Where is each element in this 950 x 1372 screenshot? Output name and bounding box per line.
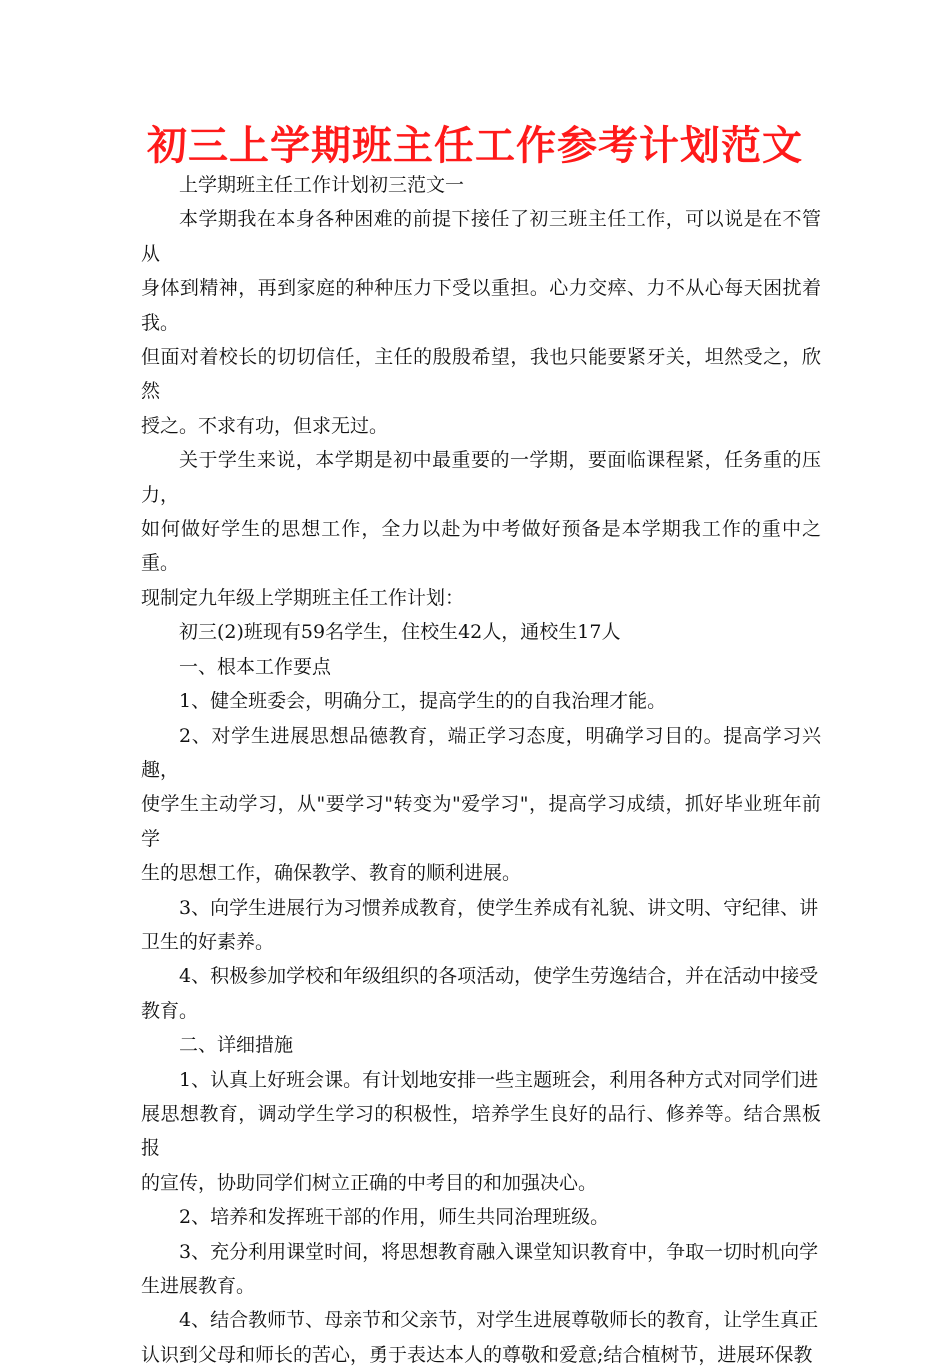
paragraph: 本学期我在本身各种困难的前提下接任了初三班主任工作，可以说是在不管从 身体到精神，再到家庭的种种压力下受以重担。心力交瘁、力不从心每天困扰着我。 但面对着校长的切切信任，主任的殷殷希望，我也只能要紧牙关，坦然受之，欣然 授之。不求有功，但求无过。 bbox=[141, 208, 821, 437]
paragraph: 3、向学生进展行为习惯养成教育，使学生养成有礼貌、讲文明、守纪律、讲 卫生的好素养。 bbox=[141, 896, 819, 953]
paragraph: 4、积极参加学校和年级组织的各项活动，使学生劳逸结合，并在活动中接受 教育。 bbox=[141, 965, 819, 1022]
document-title: 初三上学期班主任工作参考计划范文 bbox=[147, 122, 803, 169]
paragraph: 关于学生来说，本学期是初中最重要的一学期，要面临课程紧，任务重的压力， 如何做好学生的思想工作，全力以赴为中考做好预备是本学期我工作的重中之重。 现制定九年级上学期班主任工作计划： bbox=[141, 449, 821, 609]
section-heading: 二、详细措施 bbox=[179, 1034, 294, 1057]
paragraph: 2、对学生进展思想品德教育，端正学习态度，明确学习目的。提高学习兴趣， 使学生主动学习，从"要学习"转变为"爱学习"，提高学习成绩，抓好毕业班年前学 生的思想工作，确保教学、教育的顺利进展。 bbox=[141, 724, 821, 885]
paragraph: 上学期班主任工作计划初三范文一 bbox=[179, 174, 465, 196]
paragraph: 1、健全班委会，明确分工，提高学生的的自我治理才能。 bbox=[179, 690, 667, 713]
paragraph: 3、充分利用课堂时间，将思想教育融入课堂知识教育中，争取一切时机向学 生进展教育。 bbox=[141, 1240, 819, 1297]
section-heading: 一、根本工作要点 bbox=[179, 655, 332, 678]
document-body bbox=[141, 168, 821, 1372]
paragraph: 初三(2)班现有59名学生，住校生42人，通校生17人 bbox=[179, 621, 621, 644]
paragraph: 1、认真上好班会课。有计划地安排一些主题班会，利用各种方式对同学们进 展思想教育，调动学生学习的积极性，培养学生良好的品行、修养等。结合黑板报 的宣传，协助同学们树立正确的中考目的和加强决心。 bbox=[141, 1068, 821, 1194]
paragraph: 2、培养和发挥班干部的作用，师生共同治理班级。 bbox=[179, 1206, 610, 1229]
paragraph: 4、结合教师节、母亲节和父亲节，对学生进展尊敬师长的教育，让学生真正 认识到父母和师长的苦心，勇于表达本人的尊敬和爱意;结合植树节，进展环保教 bbox=[141, 1309, 819, 1366]
